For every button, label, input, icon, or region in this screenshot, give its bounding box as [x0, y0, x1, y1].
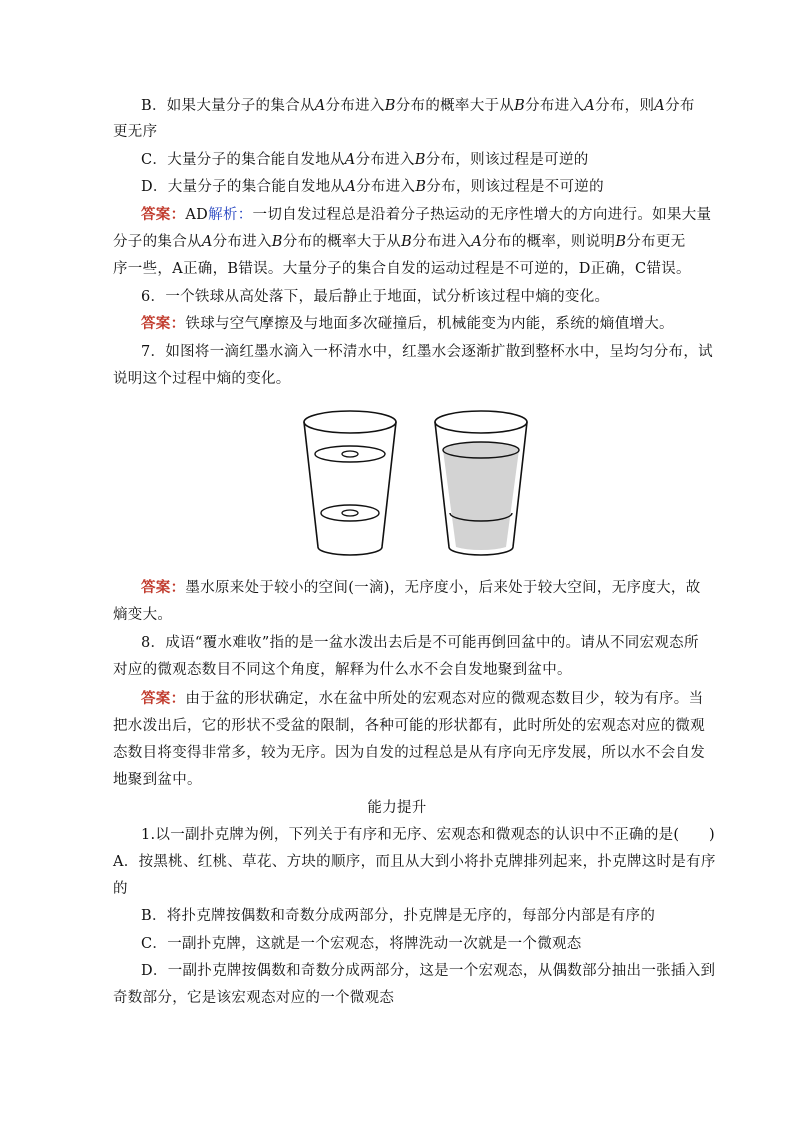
- left-cup: [304, 411, 396, 555]
- jiexi-label: 解析：: [208, 207, 253, 223]
- q5-answer-line3: 序一些，A正确，B错误。大量分子的集合自发的运动过程是不可逆的，D正确，C错误。: [113, 261, 691, 277]
- answer-label: 答案：: [141, 690, 186, 707]
- q8-question-line1: 8．成语“覆水难收”指的是一盆水泼出去后是不可能再倒回盆中的。请从不同宏观态所: [141, 635, 699, 651]
- option-b: B．如果大量分子的集合从A分布进入B分布的概率大于从B分布进入A分布，则A分布: [141, 98, 695, 114]
- ink-drop-top: [342, 451, 358, 457]
- p1-question: 1.以一副扑克牌为例，下列关于有序和无序、宏观态和微观态的认识中不正确的是( ): [141, 827, 715, 843]
- q7-answer-line2: 熵变大。: [113, 607, 173, 623]
- answer-label: 答案：: [141, 579, 186, 596]
- q8-answer-line4: 地聚到盆中。: [113, 772, 202, 788]
- q8-answer-line1: 答案：由于盆的形状确定，水在盆中所处的宏观态对应的微观态数目少，较为有序。当: [141, 690, 704, 707]
- q7-question-line1: 7．如图将一滴红墨水滴入一杯清水中，红墨水会逐渐扩散到整杯水中，呈均匀分布，试: [141, 344, 713, 360]
- option-d: D．大量分子的集合能自发地从A分布进入B分布，则该过程是不可逆的: [141, 179, 604, 195]
- option-c: C．大量分子的集合能自发地从A分布进入B分布，则该过程是可逆的: [141, 152, 589, 168]
- cups-figure: [300, 410, 530, 560]
- q8-question-line2: 对应的微观态数目不同这个角度，解释为什么水不会自发地聚到盆中。: [113, 662, 572, 678]
- q5-answer-line2: 分子的集合从A分布进入B分布的概率大于从B分布进入A分布的概率，则说明B分布更无: [113, 234, 686, 250]
- q6-question: 6．一个铁球从高处落下，最后静止于地面，试分析该过程中熵的变化。: [141, 289, 610, 305]
- q7-question-line2: 说明这个过程中熵的变化。: [113, 371, 291, 387]
- p1-option-c: C．一副扑克牌，这就是一个宏观态，将牌洗动一次就是一个微观态: [141, 936, 582, 952]
- p1-option-a-line2: 的: [113, 881, 128, 897]
- q8-answer-line2: 把水泼出后，它的形状不受盆的限制，各种可能的形状都有，此时所处的宏观态对应的微观: [113, 718, 705, 734]
- q8-answer-line3: 态数目将变得非常多，较为无序。因为自发的过程总是从有序向无序发展，所以水不会自发: [113, 745, 705, 761]
- q6-answer: 答案：铁球与空气摩擦及与地面多次碰撞后，机械能变为内能，系统的熵值增大。: [141, 315, 674, 332]
- p1-option-d-line2: 奇数部分，它是该宏观态对应的一个微观态: [113, 990, 395, 1006]
- p1-option-b: B．将扑克牌按偶数和奇数分成两部分，扑克牌是无序的，每部分内部是有序的: [141, 908, 656, 924]
- p1-option-a-line1: A．按黑桃、红桃、草花、方块的顺序，而且从大到小将扑克牌排列起来，扑克牌这时是有序: [113, 854, 716, 870]
- p1-option-d-line1: D．一副扑克牌按偶数和奇数分成两部分，这是一个宏观态，从偶数部分抽出一张插入到: [141, 963, 716, 979]
- answer-label: 答案：: [141, 206, 186, 223]
- q7-answer-line1: 答案：墨水原来处于较小的空间(一滴)，无序度小，后来处于较大空间，无序度大，故: [141, 579, 701, 596]
- answer-label: 答案：: [141, 315, 186, 332]
- section-title: 能力提升: [367, 800, 427, 816]
- option-b-cont: 更无序: [113, 124, 158, 140]
- right-cup: [435, 411, 527, 555]
- q5-answer-line1: 答案：AD解析：一切自发过程总是沿着分子热运动的无序性增大的方向进行。如果大量: [141, 206, 712, 223]
- ink-drop-bottom: [342, 510, 358, 516]
